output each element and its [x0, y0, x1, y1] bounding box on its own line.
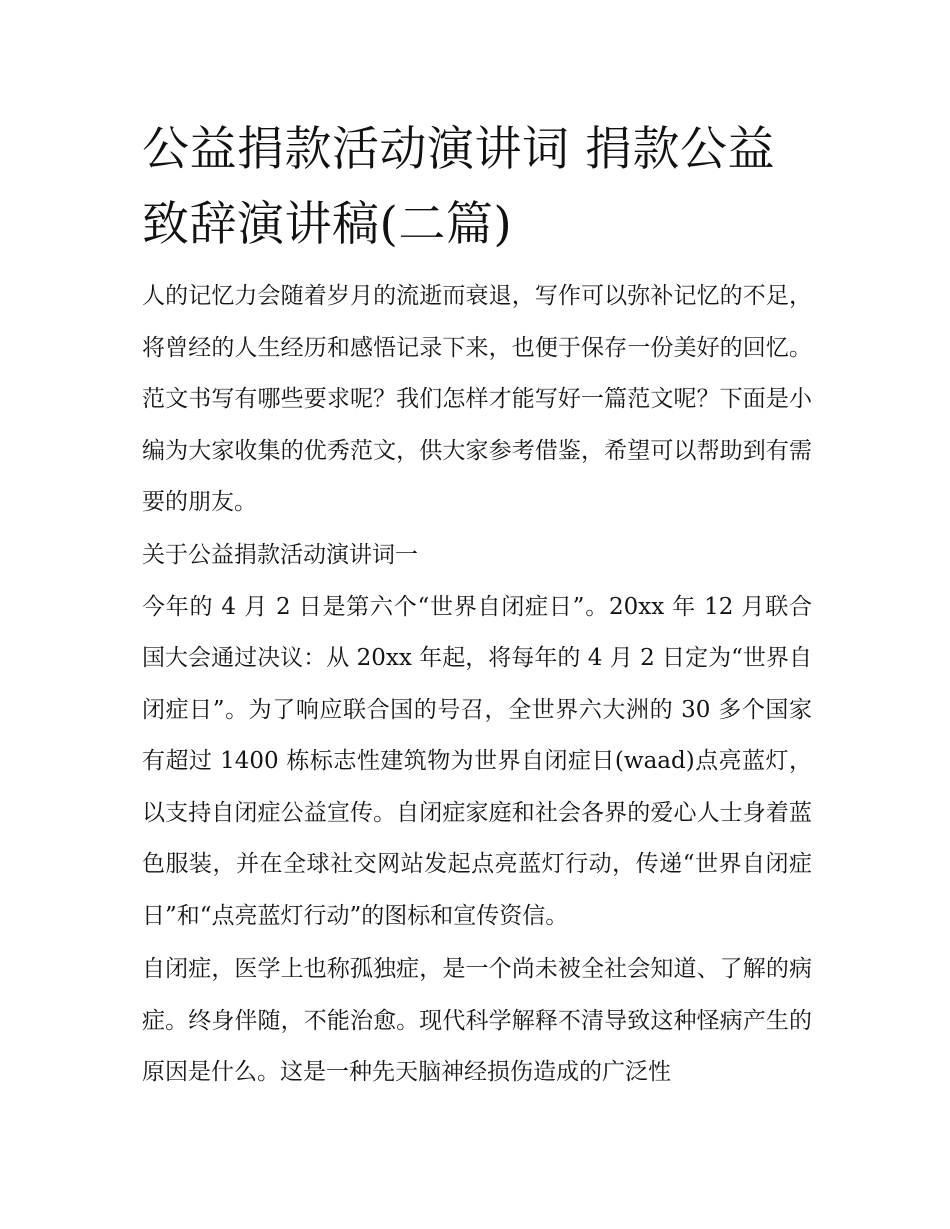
- document-page: [142, 112, 812, 1101]
- body-paragraph-1: 今年的 4 月 2 日是第六个“世界自闭症日”。20xx 年 12 月联合国大会通过决议：从 20xx 年起，将每年的 4 月 2 日定为“世界自闭症日”。为了响应联合国的号召，全世界六大洲的 30 多个国家有超过 1400 栋标志性建筑物为世界自闭症日(waad)点亮蓝灯，以支持自闭症公益宣传。自闭症家庭和社会各界的爱心人士身着蓝色服装，并在全球社交网站发起点亮蓝灯行动，传递“世界自闭症日”和“点亮蓝灯行动”的图标和宣传资信。: [142, 593, 812, 929]
- document-title: 公益捐款活动演讲词 捐款公益致辞演讲稿(二篇): [142, 122, 775, 252]
- body-paragraph-2: 自闭症，医学上也称孤独症，是一个尚未被全社会知道、了解的病症。终身伴随，不能治愈。现代科学解释不清导致这种怪病产生的原因是什么。这是一种先天脑神经损伤造成的广泛性: [142, 956, 812, 1085]
- document-body: [142, 271, 812, 1099]
- intro-paragraph: 人的记忆力会随着岁月的流逝而衰退，写作可以弥补记忆的不足，将曾经的人生经历和感悟记录下来，也便于保存一份美好的回忆。范文书写有哪些要求呢？我们怎样才能写好一篇范文呢？下面是小编为大家收集的优秀范文，供大家参考借鉴，希望可以帮助到有需要的朋友。: [142, 283, 812, 515]
- section-heading: 关于公益捐款活动演讲词一: [142, 541, 418, 568]
